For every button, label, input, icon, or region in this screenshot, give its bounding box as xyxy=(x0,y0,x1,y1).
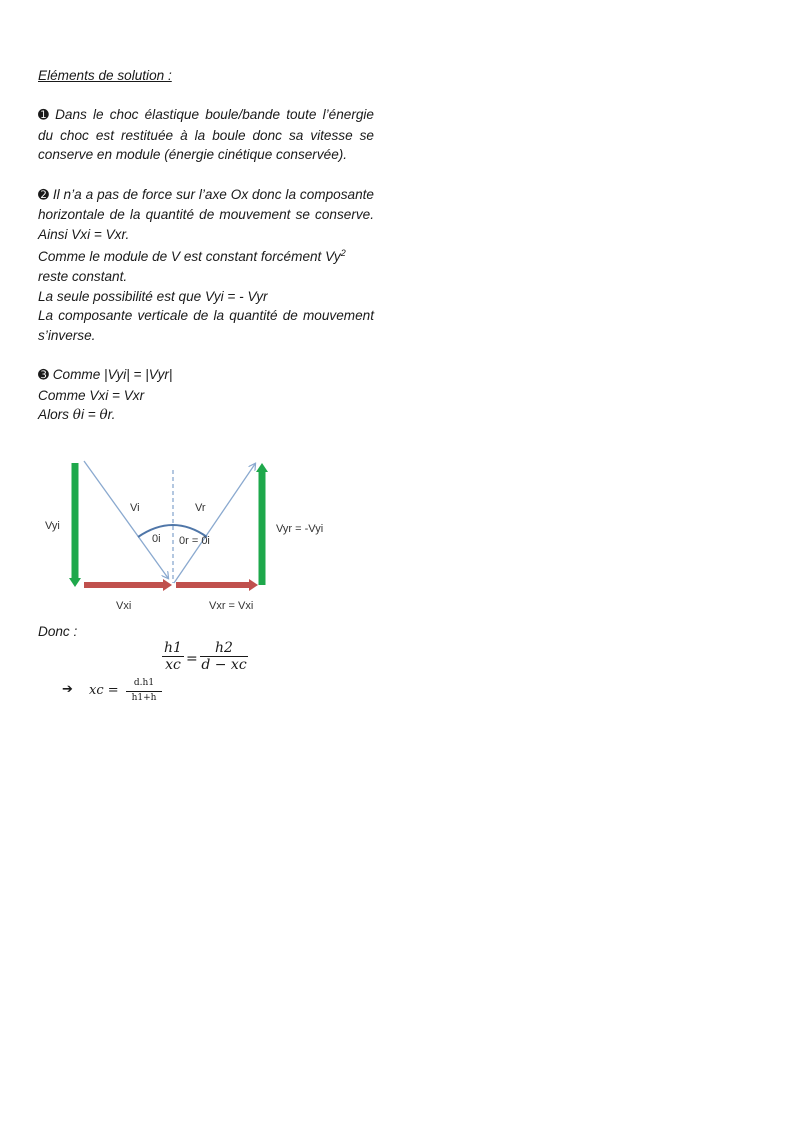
section-1-text xyxy=(38,105,374,165)
fraction-h1-xc xyxy=(162,640,184,673)
theta-symbol: θ xyxy=(99,407,108,424)
page-heading: Eléments de solution : xyxy=(38,68,172,83)
vyr-arrow-head xyxy=(256,463,268,472)
fraction-denominator: h1+h xyxy=(131,693,157,703)
fraction-denominator: xc xyxy=(165,657,181,673)
section-2-p2-before: Comme le module de V est constant forcément Vy xyxy=(38,249,341,265)
fraction-numerator: h1 xyxy=(164,640,182,656)
section-3-line1 xyxy=(38,365,374,386)
bullet-two-icon: ➋ xyxy=(38,187,49,203)
label-theta-i: 0i xyxy=(152,533,161,545)
superscript-two: 2 xyxy=(340,248,346,259)
alors-label: Alors xyxy=(38,407,73,423)
equals-text: i = xyxy=(80,407,100,423)
fraction-numerator: d.h1 xyxy=(133,678,155,688)
section-3-line1-text: Comme |Vyi| = |Vyr| xyxy=(52,366,173,382)
label-vr: Vr xyxy=(195,502,206,514)
section-2-p1 xyxy=(38,185,374,245)
section-2-p1-text: Il n’a a pas de force sur l’axe Ox donc la composante horizontale de la quantité de mouvement se conserve. Ainsi Vxi = Vxr. xyxy=(38,186,374,242)
section-3-line3 xyxy=(38,405,374,426)
label-vyr: Vyr = -Vyi xyxy=(276,523,324,535)
document-body xyxy=(38,66,374,426)
section-2-p2 xyxy=(38,244,374,286)
donc-label: Donc : xyxy=(38,624,78,639)
equals-sign: = xyxy=(186,651,198,667)
section-2-p2-after: reste constant. xyxy=(38,268,128,284)
fraction-h2-d-minus-xc xyxy=(200,640,248,673)
section-2-p4: La composante verticale de la quantité de mouvement s’inverse. xyxy=(38,308,374,343)
label-vi: Vi xyxy=(130,502,140,514)
theta-symbol: θ xyxy=(72,407,81,424)
section-1-body: Dans le choc élastique boule/bande toute l’énergie du choc est restituée à la boule donc sa vitesse se conserve en module (énergie cinétique conservée). xyxy=(38,107,374,163)
reflected-velocity-line xyxy=(174,464,255,583)
incident-velocity-line xyxy=(84,461,168,578)
reflection-diagram xyxy=(38,455,338,620)
xc-equals-label: xc = xyxy=(89,683,119,698)
bullet-one-icon: ➊ xyxy=(38,108,49,124)
bullet-three-icon: ➌ xyxy=(38,367,49,383)
fraction-denominator: d − xc xyxy=(201,657,247,673)
label-vyi: Vyi xyxy=(45,520,60,532)
vxr-arrow-head xyxy=(249,579,258,591)
label-vxi: Vxi xyxy=(116,600,132,612)
section-2 xyxy=(38,185,374,346)
section-2-p3: La seule possibilité est que Vyi = - Vyr xyxy=(38,288,268,304)
label-theta-r: 0r = 0i xyxy=(179,535,210,547)
fraction-xc-result xyxy=(126,677,162,704)
vxi-arrow-head xyxy=(163,579,172,591)
vyi-arrow-head xyxy=(69,578,81,587)
r-text: r. xyxy=(107,407,116,423)
label-vxr: Vxr = Vxi xyxy=(209,600,254,612)
fraction-numerator: h2 xyxy=(215,640,233,656)
implies-arrow-icon: ➔ xyxy=(62,682,73,697)
section-3-line2: Comme Vxi = Vxr xyxy=(38,387,145,403)
section-3 xyxy=(38,365,374,426)
